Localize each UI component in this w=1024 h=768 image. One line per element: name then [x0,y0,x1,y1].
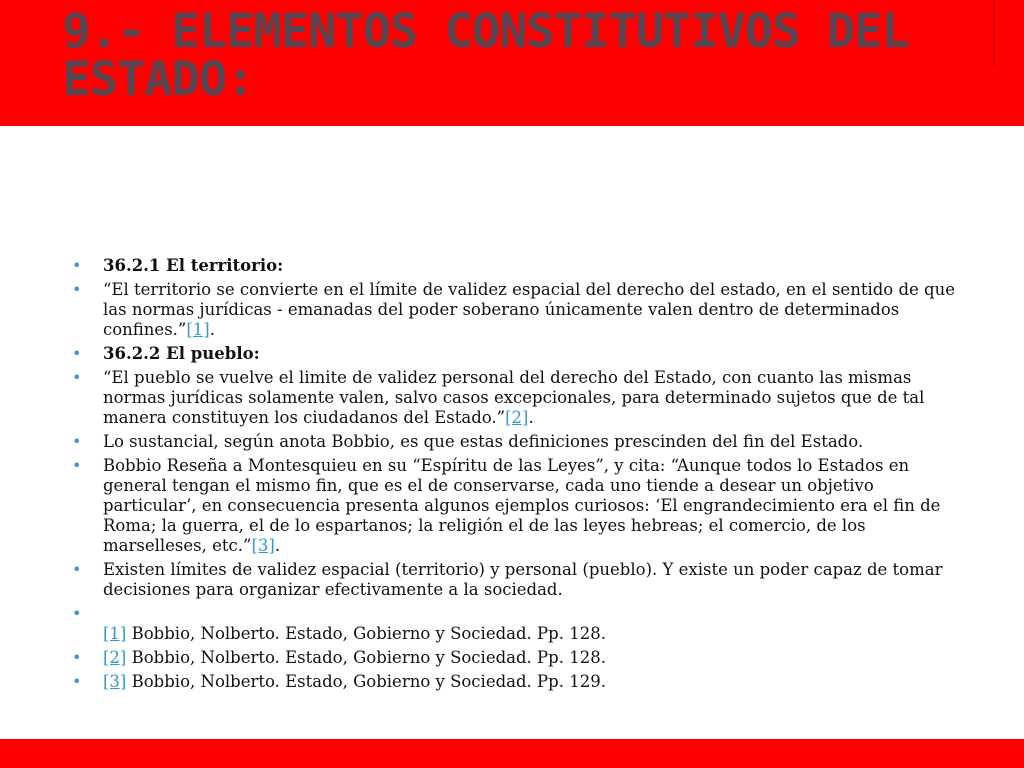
paragraph-text: Lo sustancial, según anota Bobbio, es que estas definiciones prescinden del fin del Estado. [103,432,864,451]
bullet-icon: • [72,368,82,387]
list-item [72,280,972,340]
footnote-text: Bobbio, Nolberto. Estado, Gobierno y Sociedad. Pp. 128. [126,624,606,643]
quote-text: “El territorio se convierte en el límite de validez espacial del derecho del estado, en el sentido de que las normas jurídicas - emanadas del poder soberano únicamente valen dentro de determinados confines.” [103,280,955,339]
paragraph-text: Existen límites de validez espacial (territorio) y personal (pueblo). Y existe un poder capaz de tomar decisiones para organizar efectivamente a la sociedad. [103,560,943,599]
section-heading: 36.2.2 El pueblo: [103,344,260,363]
bullet-icon: • [72,604,82,623]
bullet-icon: • [72,432,82,451]
header-divider [993,0,995,66]
list-item [72,560,972,600]
list-item [72,456,972,556]
bullet-icon: • [72,648,82,667]
quote-text: “El pueblo se vuelve el limite de validez personal del derecho del Estado, con cuanto las mismas normas jurídicas solamente valen, salvo casos excepcionales, para determinado sujetos que de tal manera constituyen los ciudadanos del Estado.” [103,368,925,427]
list-item [72,432,972,452]
bullet-icon: • [72,560,82,579]
bullet-icon: • [72,456,82,475]
slide-title: 9.- ELEMENTOS CONSTITUTIVOS DEL ESTADO: [62,4,909,107]
punctuation: . [274,536,281,555]
paragraph-text: Bobbio Reseña a Montesquieu en su “Espíritu de las Leyes”, y cita: “Aunque todos lo Estados en general tengan el mismo fin, que es el de conservarse, cada uno tiende a desear un objetivo particular’, en consecuencia presenta algunos ejemplos curiosos: ‘El engrandecimiento era el fin de Roma; la guerra, el de lo espartanos; la religión el de las leyes hebreas; el comercio, de los marselleses, etc.” [103,456,941,555]
bullet-icon: • [72,280,82,299]
bullet-icon: • [72,256,82,275]
footer-bar [0,739,1024,768]
bullet-icon: • [72,344,82,363]
list-item [72,344,972,364]
footnote-link[interactable]: [3] [103,672,127,691]
bullet-icon: • [72,672,82,691]
footnote-link[interactable]: [1] [103,624,127,643]
footnote-link[interactable]: [3] [251,536,275,555]
footnote-text: Bobbio, Nolberto. Estado, Gobierno y Sociedad. Pp. 129. [126,672,606,691]
punctuation: . [209,320,215,339]
list-item [72,256,972,276]
punctuation: . [528,408,534,427]
footnote-link[interactable]: [1] [186,320,210,339]
footnote-item [72,604,972,644]
section-heading: 36.2.1 El territorio: [103,256,284,275]
list-item [72,368,972,428]
footnote-link[interactable]: [2] [505,408,529,427]
footnote-link[interactable]: [2] [103,648,127,667]
footnote-text: Bobbio, Nolberto. Estado, Gobierno y Sociedad. Pp. 128. [126,648,606,667]
bullet-list [72,256,972,696]
footnote-item [72,672,972,692]
footnote-item [72,648,972,668]
